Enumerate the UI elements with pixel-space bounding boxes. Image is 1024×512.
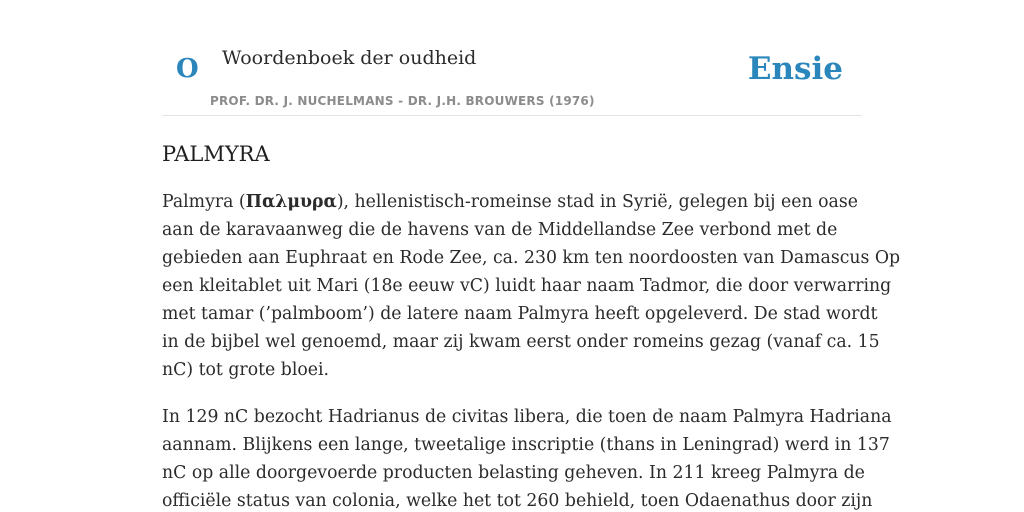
paragraph-line: officiële status van colonia, welke het tot 260 behield, toen Odaenathus door zijn <box>162 491 873 511</box>
entry-paragraph-2 <box>162 403 892 512</box>
entry-paragraph-1 <box>162 188 901 384</box>
book-title-link[interactable]: Woordenboek der oudheid <box>222 47 477 69</box>
greek-name: Παλμυρα <box>245 192 337 212</box>
paragraph-line: aannam. Blijkens een lange, tweetalige inscriptie (thans in Leningrad) werd in 137 <box>162 435 890 455</box>
paragraph-line: in de bijbel wel genoemd, maar zij kwam eerst onder romeins gezag (vanaf ca. 15 <box>162 332 880 352</box>
paragraph-line: met tamar (’palmboom’) de latere naam Palmyra heeft opgeleverd. De stad wordt <box>162 304 878 324</box>
book-authors: PROF. DR. J. NUCHELMANS - DR. J.H. BROUWERS (1976) <box>210 94 595 108</box>
book-letter-icon: O <box>176 54 199 84</box>
text-segment: Palmyra ( <box>162 192 246 212</box>
ensie-logo[interactable]: Ensie <box>747 51 843 87</box>
text-segment: ), hellenistisch-romeinse stad in Syrië, gelegen bij een oase <box>336 192 858 212</box>
paragraph-line: In 129 nC bezocht Hadrianus de civitas libera, die toen de naam Palmyra Hadriana <box>162 407 892 427</box>
paragraph-line: gebieden aan Euphraat en Rode Zee, ca. 230 km ten noordoosten van Damascus Op <box>162 248 901 268</box>
paragraph-line: aan de karavaanweg die de havens van de Middellandse Zee verbond met de <box>162 220 838 240</box>
book-header <box>162 0 862 116</box>
paragraph-line: nC) tot grote bloei. <box>162 360 330 380</box>
paragraph-line: een kleitablet uit Mari (18e eeuw vC) luidt haar naam Tadmor, die door verwarring <box>162 276 892 296</box>
entry-content <box>162 138 901 512</box>
entry-title: PALMYRA <box>162 142 270 166</box>
paragraph-line <box>162 188 862 216</box>
paragraph-line: nC op alle doorgevoerde producten belasting geheven. In 211 kreeg Palmyra de <box>162 463 865 483</box>
